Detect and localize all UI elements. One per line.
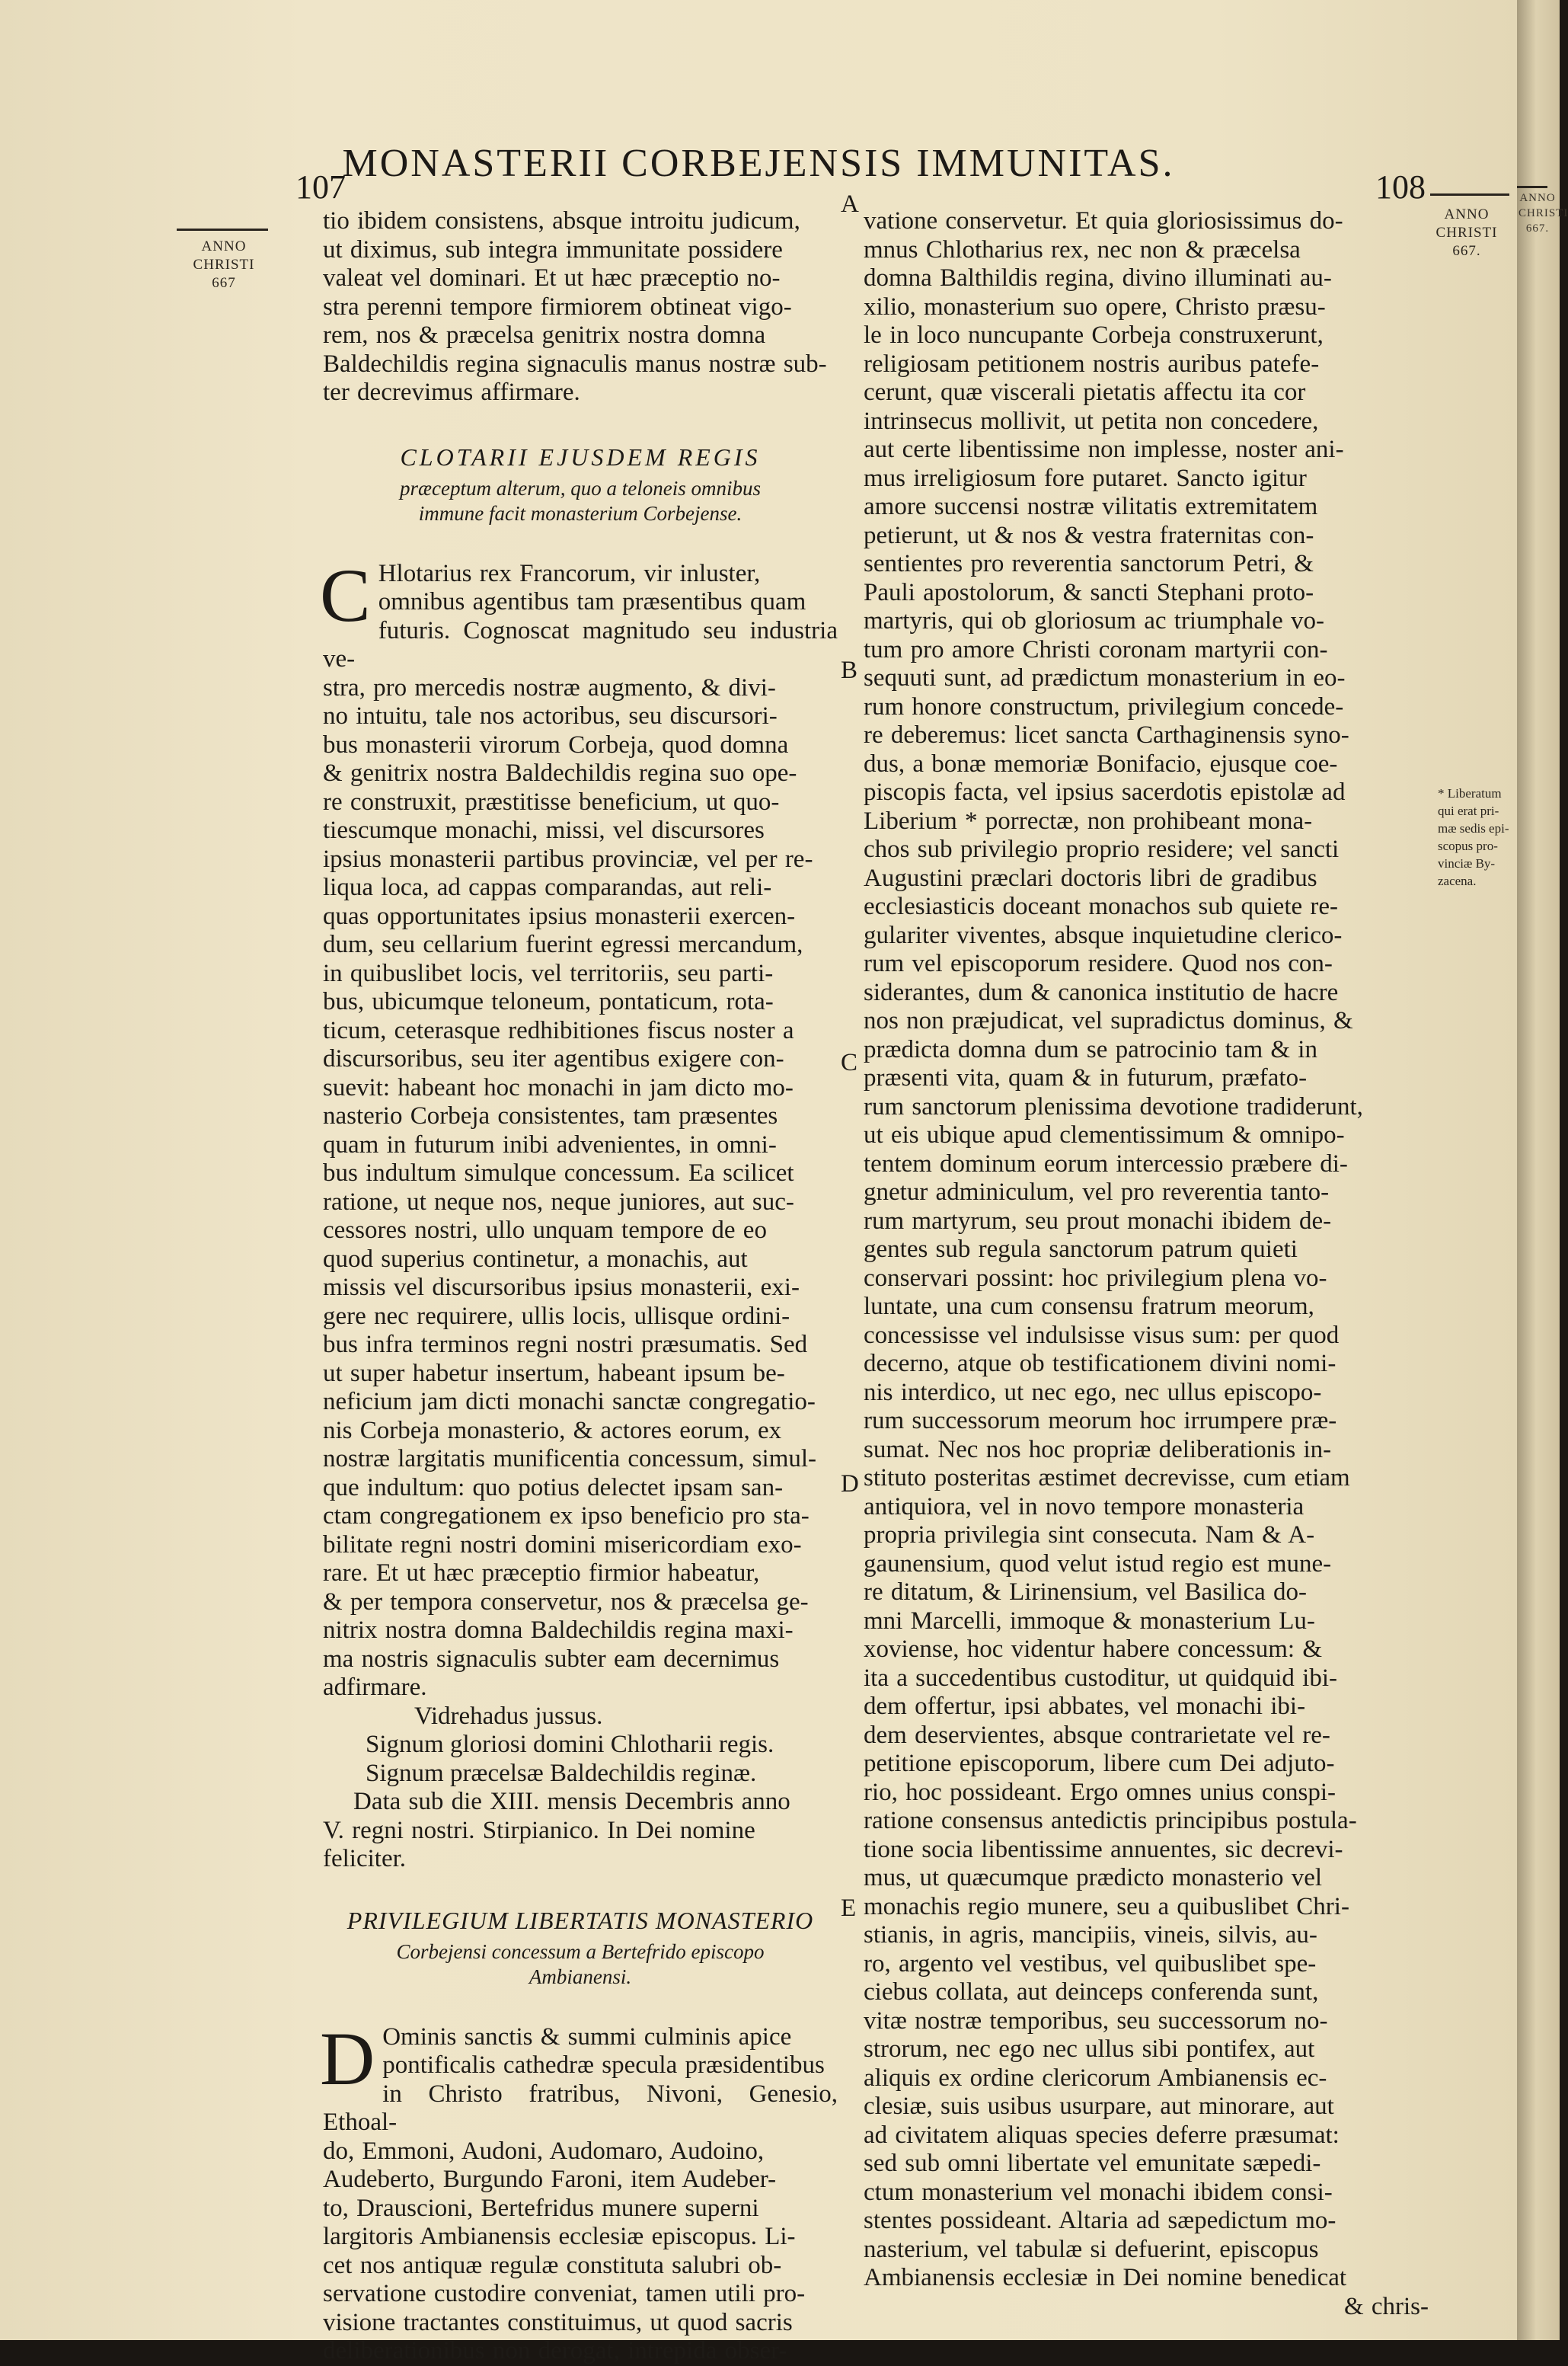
clotarii-body-content: Hlotarius rex Francorum, vir inluster, omnibus agentibus tam præsentibus quam futuris. Cognoscat magnitudo seu industria ve- stra, pro mercedis nostræ augmento, & divi- no intuitu, tale nos actoribus, seu discursori- bus monasterii virorum Corbeja, quod domna & genitrix nostra Baldechildis regina suo ope- re construxit, præstitisse beneficium, ut quo- tiescumque monachi, missi, vel discursores ipsius monasterii partibus provinciæ, vel per re- liqua loca, ad cappas comparandas, aut reli- quas opportunitates ipsius monasterii exercen- dum, seu cellarium fuerint egressi mercandum, in quibuslibet locis, vel territoriis, seu parti- bus, ubicumque teloneum, pontaticum, rota- ticum, ceterasque redhibitiones fiscus noster a discursoribus, seu iter agentibus exigere con- suevit: habeant hoc monachi in jam dicto mo- nasterio Corbeja consistentes, tam præsentes quam in futurum inibi advenientes, in omni- bus indultum simulque concessum. Ea scilicet ratione, ut neque nos, neque juniores, aut suc- cessores nostri, ullo unquam tempore de eo quod superius continetur, a monachis, aut missis vel discursoribus ipsius monasterii, exi- gere nec requirere, ullis locis, ullisque ordini- bus infra terminos regni nostri præsumatis. Sed ut super habetur insertum, habeant ipsum be- neficium jam dicti monachi sanctæ congregatio- nis Corbeja monasterio, & actores eorum, ex nostræ largitatis munificentia concessum, simul- que indultum: quo potius delectet ipsam san- ctam congregationem ex ipso beneficio pro sta- bilitate regni nostri domini misericordiam exo- rare. Et ut hæc præceptio firmior habeatur, & per tempora conservetur, nos & præcelsa ge- nitrix nostra domna Baldechildis regina maxi- ma nostris signaculis subter eam decernimus adfirmare. <box>323 559 838 1701</box>
catchword: & chris- <box>1343 2292 1429 2320</box>
section-heading-clotarii: CLOTARII EJUSDEM REGIS <box>400 443 761 471</box>
margin-letter-a: A <box>841 190 859 218</box>
left-column <box>320 207 838 2366</box>
left-margin-rule <box>177 229 268 231</box>
margin-letter-d: D <box>841 1470 859 1498</box>
right-margin-rule <box>1430 193 1509 196</box>
signature-vidrehadus: Vidrehadus jussus. <box>414 1702 603 1730</box>
right-body-text: vatione conservetur. Et quia gloriosissimus do- mnus Chlotharius rex, nec non & præcelsa domna Balthildis regina, divino illuminati au- xilio, monasterium suo opere, Christo præsu- le in loco nuncupante Corbeja construxerunt, religiosam petitionem nostris auribus patefe- cerunt, quæ viscerali pietatis affectu ita cor intrinsecus mollivit, ut petita non concedere, aut certe libentissime non implesse, noster ani- mus irreligiosum fore putaret. Sancto igitur amore succensi nostræ vilitatis extremitatem petierunt, ut & nos & vestra fraternitas con- sentientes pro reverentia sanctorum Petri, & Pauli apostolorum, & sancti Stephani proto- martyris, qui ob gloriosum ac triumphale vo- tum pro amore Christi coronam martyrii con- sequuti sunt, ad prædictum monasterium in eo- rum honore constructum, privilegium concede- re deberemus: licet sancta Carthaginensis syno- dus, a bonæ memoriæ Bonifacio, ejusque coe- piscopis facta, vel ipsius sacerdotis epistolæ ad Liberium * porrectæ, non prohibeant mona- chos sub privilegio proprio residere; vel sancti Augustini præclari doctoris libri de gradibus ecclesiasticis doceant monachos sub quiete re- gulariter viventes, absque inquietudine clerico- rum vel episcoporum residere. Quod nos con- siderantes, dum & canonica institutio de hacre nos non præjudicat, vel supradictus dominus, & prædicta domna dum se patrocinio tam & in præsenti vita, quam & in futurum, præfato- rum sanctorum plenissima devotione tradiderunt, ut eis ubique apud clementissimum & omnipo- tentem dominum eorum intercessio præbere di- gnetur adminiculum, vel pro reverentia tanto- rum martyrum, seu prout monachi ibidem de- gentes sub regula sanctorum patrum quieti conservari possint: hoc privilegium plena vo- luntate, una cum consensu fratrum meorum, concessisse vel indulsisse visus sum: per quod decerno, atque ob testificationem divini nomi- nis interdico, ut nec ego, nec ullus episcopo- rum successorum meorum hoc irrumpere præ- sumat. Nec nos hoc propriæ deliberationis in- stituto posteritas æstimet decrevisse, cum etiam antiquiora, vel in novo tempore monasteria propria privilegia sint consecuta. Nam & A- gaunensium, quod velut istud regio est mune- re ditatum, & Lirinensium, vel Basilica do- mni Marcelli, immoque & monasterium Lu- xoviense, hoc videntur habere concessum: & ita a succedentibus custoditur, ut quidquid ibi- dem offertur, ipsi abbates, vel monachi ibi- dem deservientes, absque contrarietate vel re- petitione episcoporum, libere cum Dei adjuto- rio, hoc possideant. Ergo omnes unius conspi- ratione consensus antedictis principibus postula- tione socia libentissime annuentes, sic decrevi- mus, ut quæcumque prædicto monasterio vel monachis regio munere, seu a quibuslibet Chri- stianis, in agris, mancipiis, vineis, silvis, au- ro, argento vel vestibus, vel quibuslibet spe- ciebus collata, aut deinceps conferenda sunt, vitæ nostræ temporibus, seu successorum no- strorum, nec ego nec ullus sibi pontifex, aut aliquis ex ordine clericorum Ambianensis ec- clesiæ, suis usibus usurpare, aut minorare, aut ad civitatem aliquas species deferre præsumat: sed sub omni libertate vel emunitate sæpedi- ctum monasterium vel monachi ibidem consi- stentes possideant. Altaria ad sæpedictum mo- nasterium, vel tabulæ si defuerint, episcopus Ambianensis ecclesiæ in Dei nomine benedicat <box>864 207 1363 2291</box>
spine-anno-note: ANNO CHRISTI 667. <box>1519 192 1568 235</box>
section-subheading-clotarii: præceptum alterum, quo a teloneis omnibus immune facit monasterium Corbejense. <box>400 476 761 525</box>
margin-letter-b: B <box>841 657 858 684</box>
signature-baldechildis: Signum præcelsæ Baldechildis reginæ. <box>366 1759 757 1787</box>
page-number-left: 107 <box>295 168 346 206</box>
section-subheading-privilegium: Corbejensi concessum a Bertefrido episcopo Ambianensi. <box>396 1939 765 1988</box>
right-column <box>864 207 1436 2321</box>
margin-letter-e: E <box>841 1894 857 1922</box>
running-title: MONASTERII CORBEJENSIS IMMUNITAS. <box>342 142 1175 185</box>
privilegium-body-content: Ominis sanctis & summi culminis apice pontificalis cathedræ specula præsidentibus in Christo fratribus, Nivoni, Genesio, Ethoal- do, Emmoni, Audoni, Audomaro, Audoino, Audeberto, Burgundo Faroni, item Audeber- to, Drauscioni, Bertefridus munere superni largitoris Ambianensis ecclesiæ episcopus. Li- cet nos antiquæ regulæ constituta salubri ob- servatione custodire conveniat, tamen utili pro- visione tractantes constituimus, ut quod sacris deliberationibus non derogat, intrepida obser- <box>323 2022 838 2364</box>
clotarii-body-text <box>320 552 838 1703</box>
section-heading-privilegium: PRIVILEGIUM LIBERTATIS MONASTERIO <box>346 1906 814 1934</box>
spine-rule <box>1517 186 1547 188</box>
margin-letter-c: C <box>841 1049 858 1076</box>
privilegium-body-text <box>320 2016 838 2366</box>
charter-date: Data sub die XIII. mensis Decembris anno V. regni nostri. Stirpianico. In Dei nomine feliciter. <box>323 1788 790 1872</box>
page-number-right: 108 <box>1375 168 1426 206</box>
drop-cap-c: C <box>320 552 371 638</box>
book-gutter-next-page <box>1517 0 1568 2340</box>
right-anno-note: ANNO CHRISTI 667. <box>1435 206 1498 259</box>
liberium-footnote: * Liberatum qui erat pri- mæ sedis epi- scopus pro- vinciæ By- zacena. <box>1438 786 1509 888</box>
drop-cap-d: D <box>320 2016 375 2101</box>
signature-chlotharius: Signum gloriosi domini Chlotharii regis. <box>366 1731 774 1758</box>
left-intro-text: tio ibidem consistens, absque introitu judicum, ut diximus, sub integra immunitate possidere valeat vel dominari. Et ut hæc præceptio no- stra perenni tempore firmiorem obtineat vigo- rem, nos & præcelsa genitrix nostra domna Baldechildis regina signaculis manus nostræ sub- ter decrevimus affirmare. <box>323 207 827 406</box>
left-anno-note: ANNO CHRISTI 667 <box>193 238 255 291</box>
